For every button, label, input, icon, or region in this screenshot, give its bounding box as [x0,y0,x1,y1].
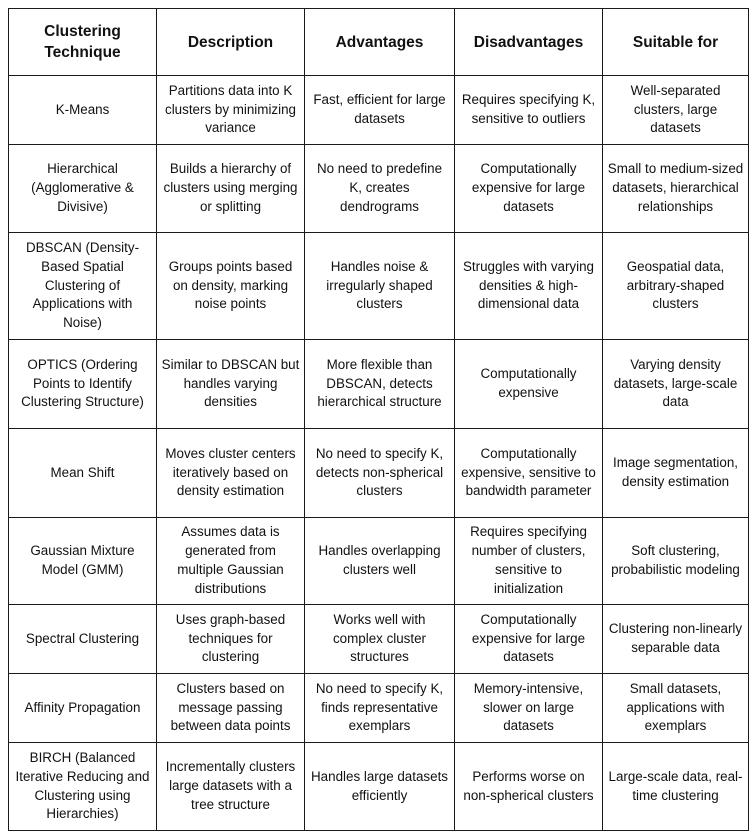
cell-advantages: No need to specify K, finds representative exemplars [305,674,455,743]
cell-description: Assumes data is generated from multiple Gaussian distributions [157,518,305,605]
table-row [9,145,749,233]
cell-disadvantages: Performs worse on non-spherical clusters [455,743,603,831]
cell-suitable-for: Large-scale data, real-time clustering [603,743,749,831]
cell-suitable-for: Soft clustering, probabilistic modeling [603,518,749,605]
cell-advantages: More flexible than DBSCAN, detects hierarchical structure [305,340,455,429]
table-row [9,233,749,340]
cell-technique: DBSCAN (Density-Based Spatial Clustering of Applications with Noise) [9,233,157,340]
table-row [9,76,749,145]
table-row [9,743,749,831]
cell-suitable-for: Well-separated clusters, large datasets [603,76,749,145]
header-disadvantages: Disadvantages [455,9,603,76]
cell-suitable-for: Small datasets, applications with exemplars [603,674,749,743]
cell-technique: Spectral Clustering [9,605,157,674]
cell-suitable-for: Geospatial data, arbitrary-shaped clusters [603,233,749,340]
cell-disadvantages: Computationally expensive, sensitive to bandwidth parameter [455,429,603,518]
cell-description: Builds a hierarchy of clusters using merging or splitting [157,145,305,233]
cell-advantages: Works well with complex cluster structures [305,605,455,674]
cell-technique: K-Means [9,76,157,145]
cell-disadvantages: Struggles with varying densities & high-dimensional data [455,233,603,340]
cell-advantages: Handles noise & irregularly shaped clusters [305,233,455,340]
header-row [9,9,749,76]
cell-description: Similar to DBSCAN but handles varying densities [157,340,305,429]
cell-description: Clusters based on message passing between data points [157,674,305,743]
table-row [9,429,749,518]
cell-description: Uses graph-based techniques for clustering [157,605,305,674]
clustering-comparison-table [8,8,749,831]
cell-suitable-for: Small to medium-sized datasets, hierarchical relationships [603,145,749,233]
cell-advantages: Handles large datasets efficiently [305,743,455,831]
cell-technique: OPTICS (Ordering Points to Identify Clustering Structure) [9,340,157,429]
cell-disadvantages: Computationally expensive [455,340,603,429]
header-clustering-technique: Clustering Technique [9,9,157,76]
cell-technique: Affinity Propagation [9,674,157,743]
cell-suitable-for: Varying density datasets, large-scale data [603,340,749,429]
cell-description: Moves cluster centers iteratively based on density estimation [157,429,305,518]
cell-advantages: No need to predefine K, creates dendrograms [305,145,455,233]
cell-disadvantages: Computationally expensive for large datasets [455,145,603,233]
cell-advantages: Fast, efficient for large datasets [305,76,455,145]
cell-advantages: Handles overlapping clusters well [305,518,455,605]
table-row [9,340,749,429]
cell-advantages: No need to specify K, detects non-spherical clusters [305,429,455,518]
cell-suitable-for: Clustering non-linearly separable data [603,605,749,674]
cell-disadvantages: Requires specifying number of clusters, sensitive to initialization [455,518,603,605]
header-suitable-for: Suitable for [603,9,749,76]
table-row [9,518,749,605]
comparison-table-container [8,8,748,831]
cell-technique: Hierarchical (Agglomerative & Divisive) [9,145,157,233]
cell-description: Groups points based on density, marking noise points [157,233,305,340]
header-description: Description [157,9,305,76]
cell-disadvantages: Memory-intensive, slower on large datasets [455,674,603,743]
cell-description: Incrementally clusters large datasets with a tree structure [157,743,305,831]
table-row [9,605,749,674]
table-row [9,674,749,743]
header-advantages: Advantages [305,9,455,76]
cell-disadvantages: Computationally expensive for large datasets [455,605,603,674]
cell-technique: Gaussian Mixture Model (GMM) [9,518,157,605]
cell-technique: Mean Shift [9,429,157,518]
cell-disadvantages: Requires specifying K, sensitive to outliers [455,76,603,145]
cell-suitable-for: Image segmentation, density estimation [603,429,749,518]
cell-description: Partitions data into K clusters by minimizing variance [157,76,305,145]
cell-technique: BIRCH (Balanced Iterative Reducing and Clustering using Hierarchies) [9,743,157,831]
